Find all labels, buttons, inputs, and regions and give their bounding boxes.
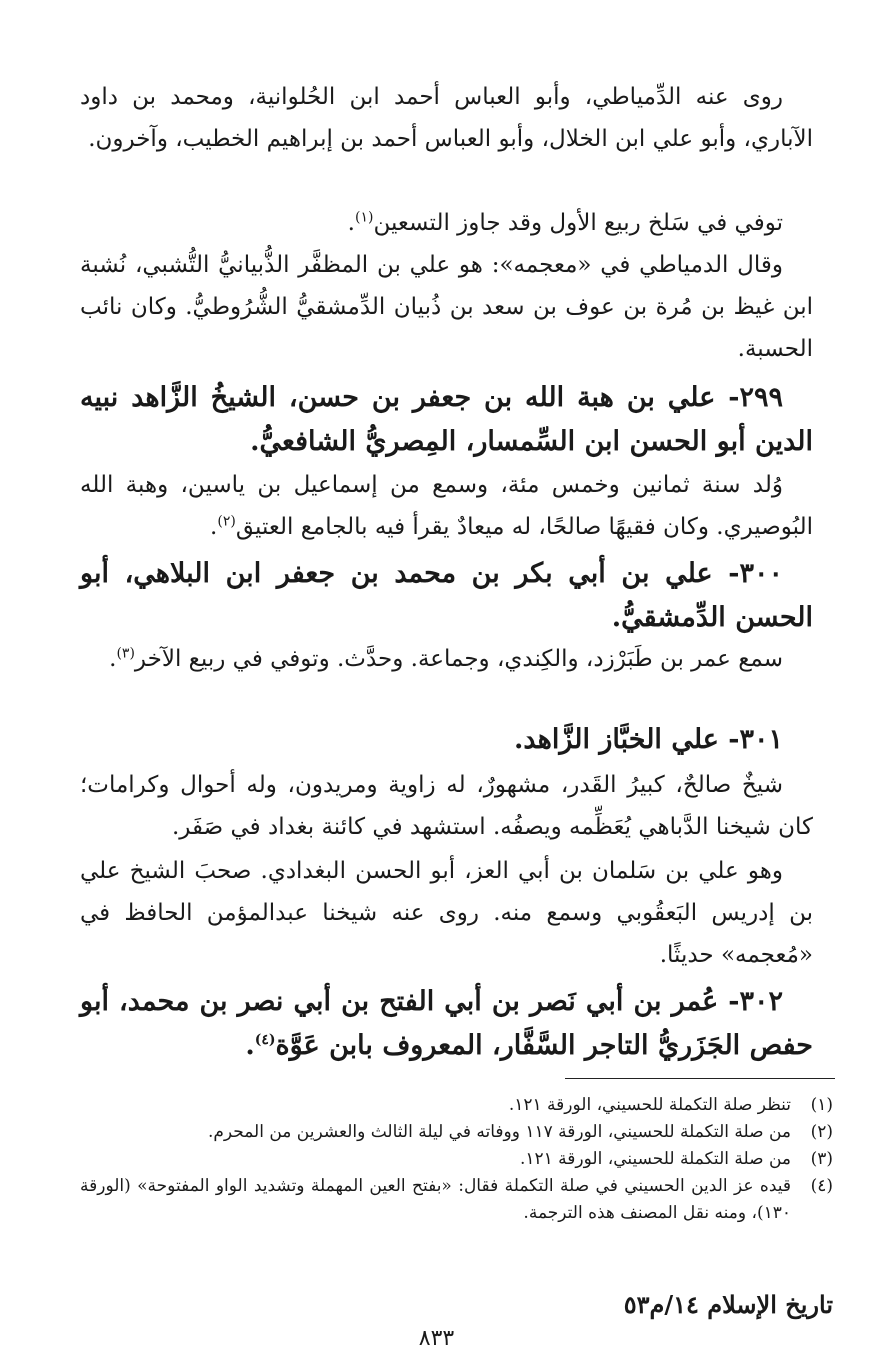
entry-heading-text: ٢٩٩- علي بن هبة الله بن جعفر بن حسن، الشيخُ الزَّاهد نبيه الدين أبو الحسن ابن السِّمسار، المِصريُّ الشافعيُّ. [80,382,813,457]
footnote-text: تنظر صلة التكملة للحسيني، الورقة ١٢١. [508,1095,791,1115]
footnote-ref[interactable]: (٣) [116,645,135,662]
footnote [80,1173,833,1227]
entry-heading-text: ٣٠١- علي الخبَّاز الزَّاهد. [514,724,783,755]
entry-heading-text: ٣٠٠- علي بن أبي بكر بن محمد بن جعفر ابن البلاهي، أبو الحسن الدِّمشقيُّ. [80,558,813,633]
paragraph-text: روى عنه الدِّمياطي، وأبو العباس أحمد ابن الحُلوانية، ومحمد بن داود الآباري، وأبو علي ابن الخلال، وأبو العباس أحمد بن إبراهيم الخطيب، وآخرون. [80,84,813,152]
entry-heading [80,376,813,464]
heading-tail: . [245,1030,255,1061]
entry-heading [80,718,813,762]
paragraph-tail: . [109,646,117,672]
footnote [80,1119,833,1146]
paragraph-text: وُلد سنة ثمانين وخمس مئة، وسمع من إسماعيل بن ياسين، وهبة الله البُوصيري. وكان فقيهًا صالحًا، له ميعادٌ يقرأ فيه بالجامع العتيق [80,472,813,540]
paragraph-text: شيخٌ صالحٌ، كبيرُ القَدر، مشهورٌ، له زاوية ومريدون، وله أحوال وكرامات؛ كان شيخنا الدَّباهي يُعَظِّمه ويصفُه. استشهد في كائنة بغداد في صَفَر. [80,772,813,840]
paragraph [80,764,813,848]
paragraph-text: وهو علي بن سَلمان بن أبي العز، أبو الحسن البغدادي. صحبَ الشيخ علي بن إدريس البَعقُوبي وسمع منه. روى عنه شيخنا عبدالمؤمن الحافظ في «مُعجمه» حديثًا. [80,858,813,968]
footnote [80,1092,833,1119]
paragraph-text: سمع عمر بن طَبَرْزد، والكِندي، وجماعة. وحدَّث. وتوفي في ربيع الآخر [134,646,783,672]
paragraph [80,638,813,680]
book-title-signature: تاريخ الإسلام ١٤/م٥٣ [623,1290,833,1319]
entry-heading [80,980,813,1068]
footnote-divider [565,1078,835,1079]
paragraph [80,76,813,160]
paragraph-tail: . [347,210,355,236]
paragraph-tail: . [210,514,218,540]
footnote-text: من صلة التكملة للحسيني، الورقة ١١٧ ووفاته في ليلة الثالث والعشرين من المحرم. [207,1122,791,1142]
footnote [80,1146,833,1173]
entry-heading [80,552,813,640]
paragraph-text: توفي في سَلخ ربيع الأول وقد جاوز التسعين [373,210,783,236]
paragraph [80,202,813,244]
footnote-number: (١) [810,1095,833,1115]
footnote-ref[interactable]: (١) [354,209,374,226]
paragraph [80,850,813,976]
entry-heading-text: ٣٠٢- عُمر بن أبي نَصر بن أبي الفتح بن أبي نصر بن محمد، أبو حفص الجَزَريُّ التاجر السَّفَّار، المعروف بابن عَوَّة [80,986,813,1061]
page-number: ٨٣٣ [418,1326,455,1351]
footnote-text: من صلة التكملة للحسيني، الورقة ١٢١. [519,1149,791,1169]
footnotes [80,1092,833,1227]
paragraph-text: وقال الدمياطي في «معجمه»: هو علي بن المظفَّر الذُّبيانيُّ التُّشبي، نُشبة ابن غيظ بن مُرة بن عوف بن سعد بن ذُبيان الدِّمشقيُّ الشُّرُوطيُّ. وكان نائب الحسبة. [80,252,813,362]
footnote-number: (٤) [810,1176,833,1196]
paragraph [80,244,813,370]
footnote-ref[interactable]: (٤) [254,1032,276,1048]
paragraph [80,464,813,548]
footnote-number: (٢) [810,1122,833,1142]
footnote-text: قيده عز الدين الحسيني في صلة التكملة فقال: «بفتح العين المهملة وتشديد الواو المفتوحة» (الورقة ١٣٠)، ومنه نقل المصنف هذه الترجمة. [80,1176,791,1223]
footnote-ref[interactable]: (٢) [217,513,236,530]
footnote-number: (٣) [810,1149,833,1169]
